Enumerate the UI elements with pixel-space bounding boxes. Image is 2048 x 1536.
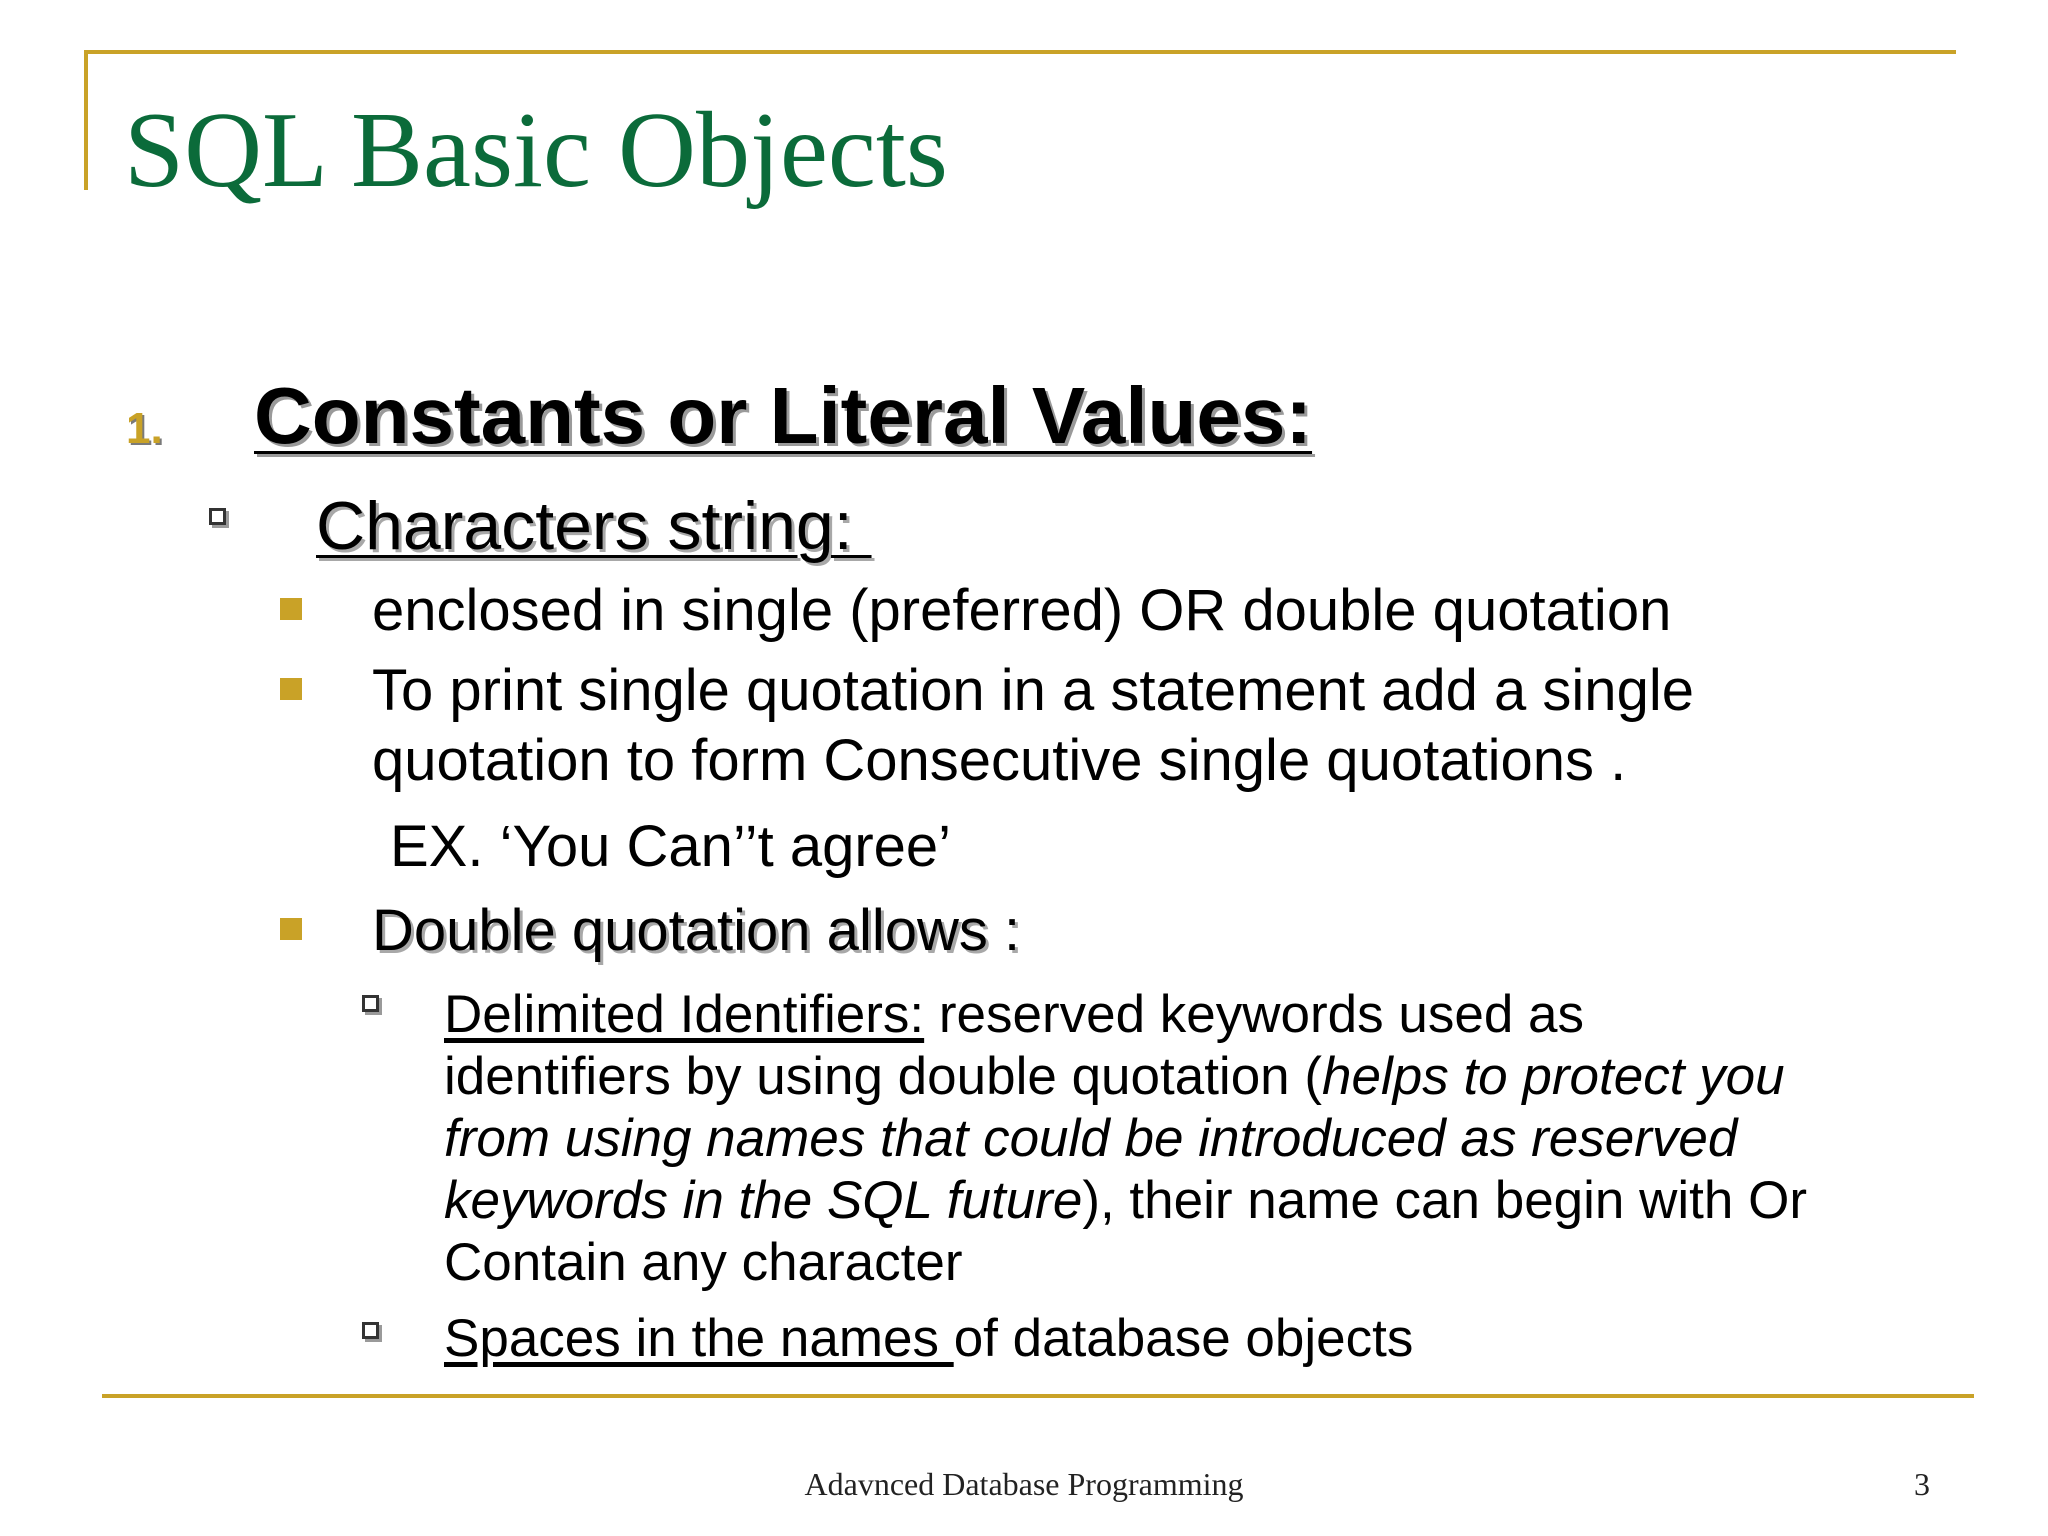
square-bullet-icon [280,678,302,700]
double-quotation-bullet: Double quotation allows : [372,898,1021,963]
sub-bullet-text: ), their name can begin with Or [1082,1171,1807,1230]
bullet-text: To print single quotation in a statement add a single [372,658,1694,723]
sub-bullet-text: reserved keywords used as [924,985,1585,1044]
square-bullet-icon [280,918,302,940]
sub-bullet-line [444,1170,1807,1232]
page-number: 3 [1914,1466,1930,1502]
sub-bullet-italic: keywords in the SQL future [444,1171,1083,1230]
checkbox-bullet-icon [209,508,226,525]
top-border [84,50,1956,54]
sub-bullet-line: Contain any character [444,1233,963,1292]
section-number: 1. [126,404,163,453]
footer-text: Adavnced Database Programming [804,1466,1244,1502]
subheading: Characters string: [316,488,872,564]
sub-bullet-spaces [444,1308,1413,1370]
left-border [84,50,88,190]
example-text: EX. ‘You Can’’t agree’ [390,814,952,879]
sub-bullet-delimited [444,984,1584,1046]
section-heading: Constants or Literal Values: [254,371,1313,460]
checkbox-bullet-icon [362,995,379,1012]
bullet-text-continued: quotation to form Consecutive single quotations . [372,728,1627,793]
square-bullet-icon [280,598,302,620]
checkbox-bullet-icon [362,1322,379,1339]
sub-bullet-italic-line: from using names that could be introduced as reserved [444,1109,1738,1168]
sub-bullet-italic: helps to protect you [1322,1047,1785,1106]
sub-bullet-label: Spaces in the names [444,1309,954,1368]
sub-bullet-text: of database objects [953,1309,1414,1368]
sub-bullet-text: identifiers by using double quotation ( [444,1047,1323,1106]
sub-bullet-label: Delimited Identifiers: [444,985,925,1044]
sub-bullet-line [444,1046,1785,1108]
bullet-text: enclosed in single (preferred) OR double quotation [372,578,1672,643]
slide-title: SQL Basic Objects [124,91,948,210]
bottom-border [102,1394,1974,1398]
